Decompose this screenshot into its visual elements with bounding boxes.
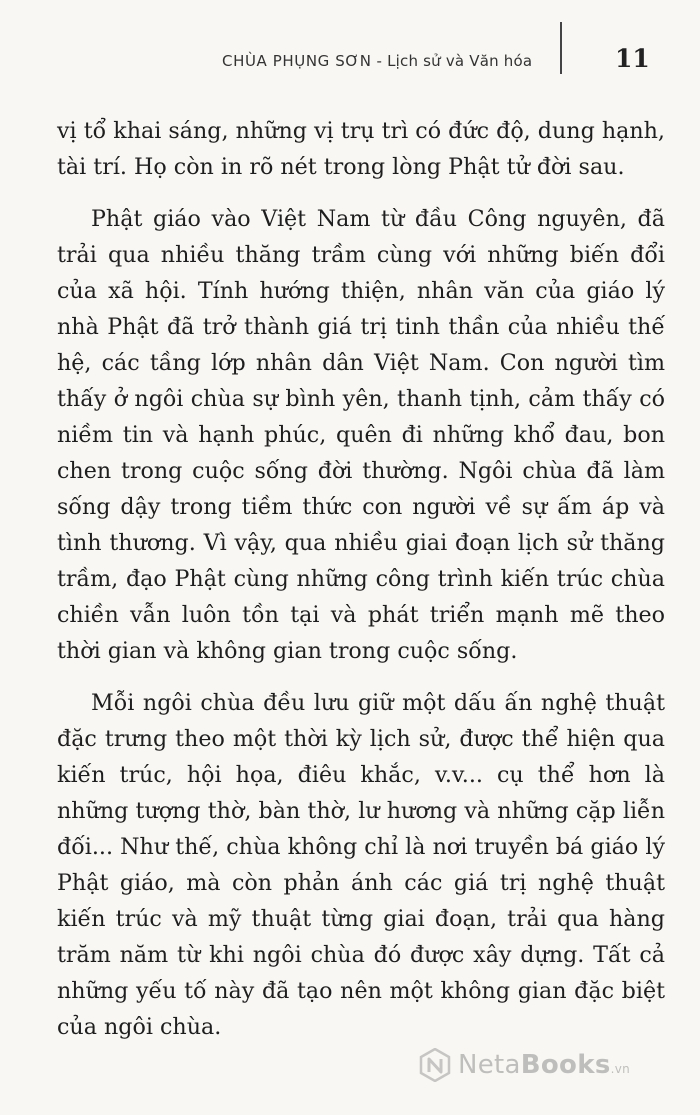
page-number: 11 <box>615 44 650 73</box>
watermark-suffix: .vn <box>610 1062 631 1076</box>
title-separator: - <box>371 52 388 70</box>
watermark <box>418 1048 630 1082</box>
watermark-brand-part1: Neta <box>458 1050 521 1080</box>
body-text <box>57 113 665 1045</box>
watermark-text <box>458 1050 630 1080</box>
paragraph: Mỗi ngôi chùa đều lưu giữ một dấu ấn nghệ thuật đặc trưng theo một thời kỳ lịch sử, được thể hiện qua kiến trúc, hội họa, điêu khắc, v.v... cụ thể hơn là những tượng thờ, bàn thờ, lư hương và những cặp liễn đối... Như thế, chùa không chỉ là nơi truyền bá giáo lý Phật giáo, mà còn phản ánh các giá trị nghệ thuật kiến trúc và mỹ thuật từng giai đoạn, trải qua hàng trăm năm từ khi ngôi chùa đó được xây dựng. Tất cả những yếu tố này đã tạo nên một không gian đặc biệt của ngôi chùa. <box>57 690 665 1040</box>
watermark-logo-icon <box>418 1048 452 1082</box>
book-subtitle: Lịch sử và Văn hóa <box>387 52 533 70</box>
watermark-brand-part2: Books <box>520 1050 611 1080</box>
paragraph-continued: vị tổ khai sáng, những vị trụ trì có đức độ, dung hạnh, tài trí. Họ còn in rõ nét trong lòng Phật tử đời sau. <box>57 118 665 180</box>
paragraph: Phật giáo vào Việt Nam từ đầu Công nguyên, đã trải qua nhiều thăng trầm cùng với những biến đổi của xã hội. Tính hướng thiện, nhân văn của giáo lý nhà Phật đã trở thành giá trị tinh thần của nhiều thế hệ, các tầng lớp nhân dân Việt Nam. Con người tìm thấy ở ngôi chùa sự bình yên, thanh tịnh, cảm thấy có niềm tin và hạnh phúc, quên đi những khổ đau, bon chen trong cuộc sống đời thường. Ngôi chùa đã làm sống dậy trong tiềm thức con người về sự ấm áp và tình thương. Vì vậy, qua nhiều giai đoạn lịch sử thăng trầm, đạo Phật cùng những công trình kiến trúc chùa chiền vẫn luôn tồn tại và phát triển mạnh mẽ theo thời gian và không gian trong cuộc sống. <box>57 206 665 664</box>
book-title: CHÙA PHỤNG SƠN <box>222 52 372 70</box>
header-divider <box>560 22 562 74</box>
running-head <box>222 52 532 70</box>
